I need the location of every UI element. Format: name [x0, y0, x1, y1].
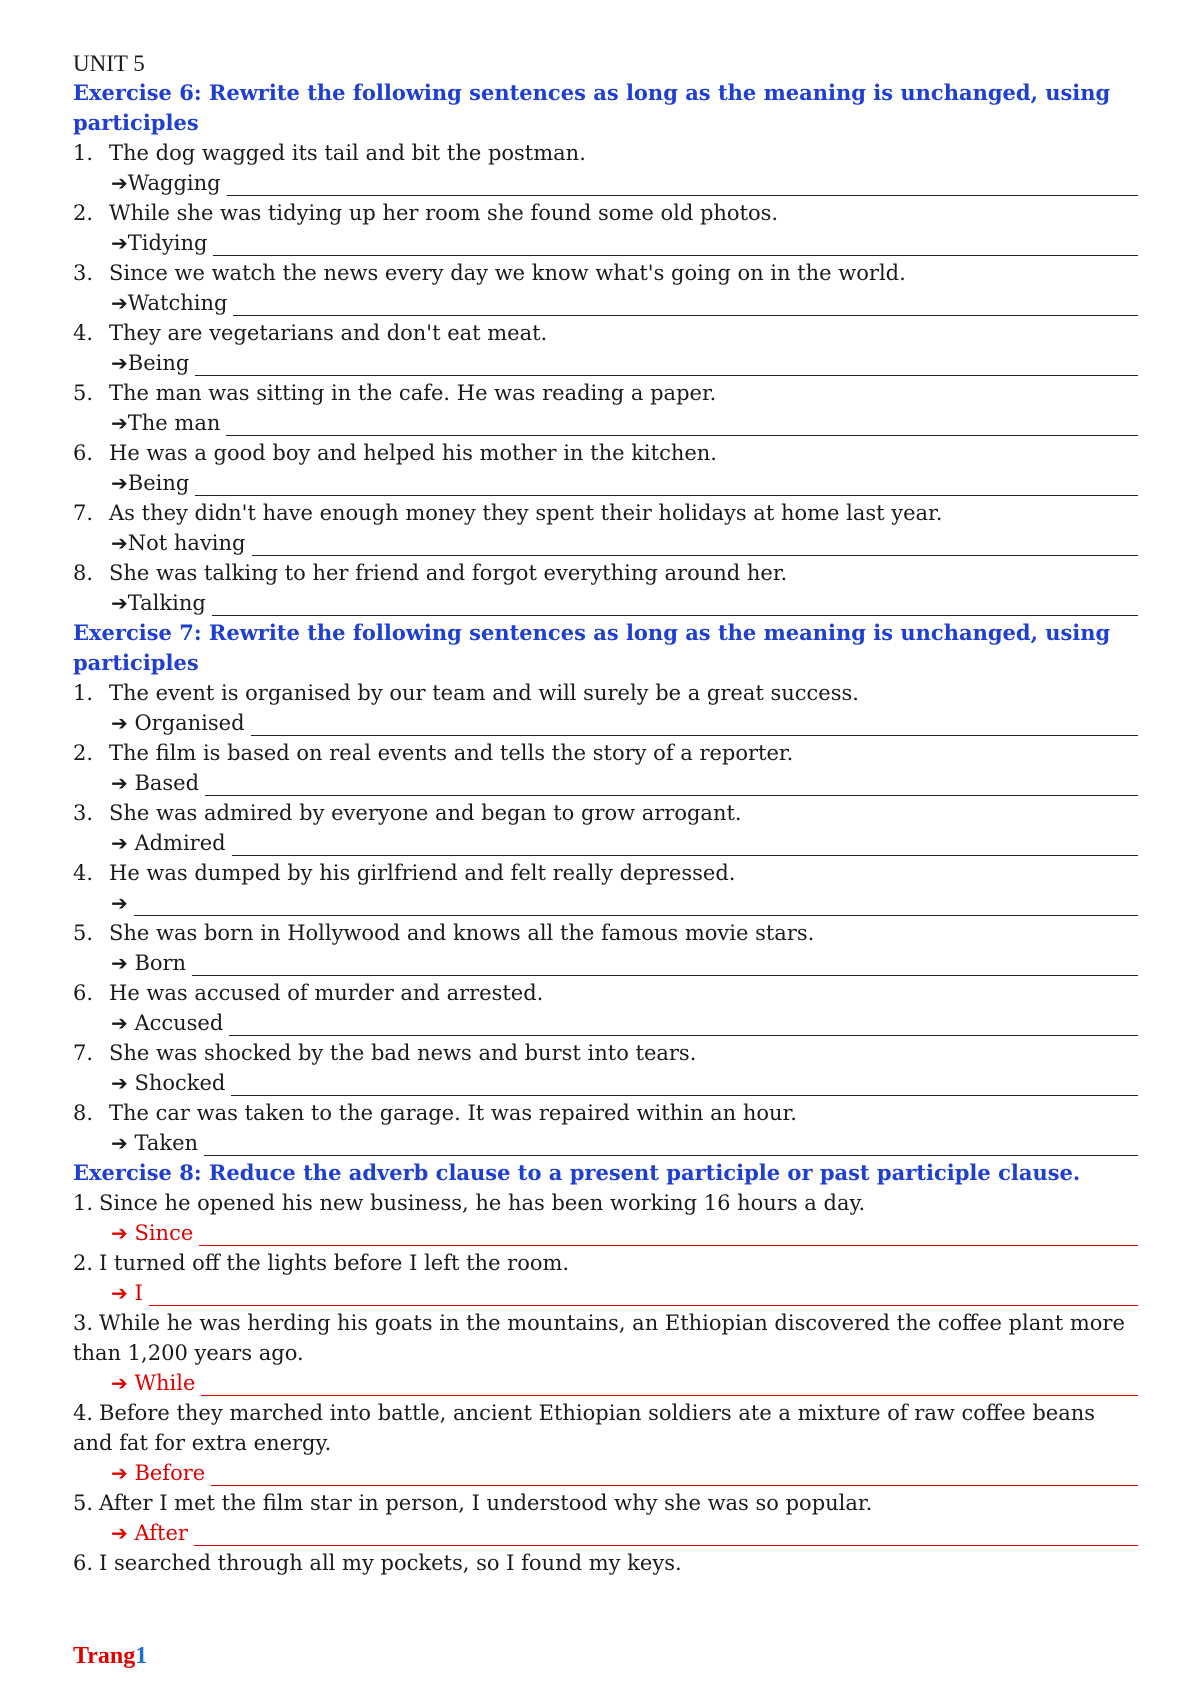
question-number: 4. [73, 321, 94, 345]
arrow-right-icon: ➔ [111, 1221, 128, 1245]
question-number: 3. [73, 801, 94, 825]
exercise-heading: Exercise 7: Rewrite the following sentences as long as the meaning is unchanged, using participles [73, 620, 1111, 675]
answer-line[interactable] [73, 468, 1138, 498]
unit-title: UNIT 5 [73, 51, 145, 76]
answer-prefix: Tidying [127, 231, 208, 255]
answer-line[interactable] [73, 1068, 1138, 1098]
question-item [73, 798, 1133, 828]
arrow-right-icon: ➔ [111, 471, 128, 495]
arrow-right-icon: ➔ [111, 1371, 128, 1395]
question-number: 8. [73, 1101, 94, 1125]
answer-blank[interactable] [201, 1373, 1138, 1396]
question-number: 7. [73, 501, 94, 525]
arrow-right-icon: ➔ [111, 411, 128, 435]
question-number: 2. [73, 201, 94, 225]
question-text: Before they marched into battle, ancient Ethiopian soldiers ate a mixture of raw coffee beans and fat for extra energy. [73, 1401, 1096, 1455]
answer-line[interactable] [73, 888, 1138, 918]
question-text: He was dumped by his girlfriend and felt really depressed. [109, 861, 736, 885]
answer-line[interactable] [73, 828, 1138, 858]
question-text: The film is based on real events and tells the story of a reporter. [109, 741, 794, 765]
question-text: The dog wagged its tail and bit the postman. [109, 141, 586, 165]
arrow-right-icon: ➔ [111, 1071, 128, 1095]
answer-line[interactable] [73, 1458, 1138, 1488]
answer-line[interactable] [73, 1218, 1138, 1248]
answer-prefix: Before [127, 1461, 206, 1485]
answer-blank[interactable] [134, 893, 1138, 916]
answer-prefix: While [127, 1371, 196, 1395]
answer-blank[interactable] [205, 773, 1138, 796]
arrow-right-icon: ➔ [111, 951, 128, 975]
answer-line[interactable] [73, 948, 1138, 978]
question-item [73, 858, 1133, 888]
answer-prefix: I [127, 1281, 143, 1305]
answer-blank[interactable] [195, 473, 1138, 496]
arrow-right-icon: ➔ [111, 831, 128, 855]
footer-label: Trang [73, 1643, 136, 1669]
answer-prefix: The man [127, 411, 221, 435]
answer-blank[interactable] [199, 1223, 1138, 1246]
question-text: While he was herding his goats in the mountains, an Ethiopian discovered the coffee plant more than 1,200 years ago. [73, 1311, 1125, 1365]
question-text: While she was tidying up her room she found some old photos. [109, 201, 779, 225]
answer-prefix: Organised [127, 711, 245, 735]
question-text: She was talking to her friend and forgot everything around her. [109, 561, 788, 585]
question-text: The event is organised by our team and will surely be a great success. [109, 681, 859, 705]
answer-prefix: Wagging [127, 171, 221, 195]
question-item [73, 1488, 1133, 1518]
answer-prefix: Being [127, 351, 190, 375]
question-number: 5. [73, 381, 94, 405]
arrow-right-icon: ➔ [111, 591, 128, 615]
answer-blank[interactable] [211, 1463, 1138, 1486]
question-text: Since he opened his new business, he has been working 16 hours a day. [99, 1191, 866, 1215]
answer-line[interactable] [73, 1518, 1138, 1548]
question-number: 1. [73, 681, 94, 705]
answer-prefix: Born [127, 951, 187, 975]
answer-blank[interactable] [227, 173, 1138, 196]
arrow-right-icon: ➔ [111, 771, 128, 795]
question-item [73, 1548, 1133, 1578]
answer-blank[interactable] [231, 1073, 1138, 1096]
question-item [73, 738, 1133, 768]
question-text: I turned off the lights before I left the room. [99, 1251, 570, 1275]
question-text: Since we watch the news every day we know what's going on in the world. [109, 261, 906, 285]
question-text: She was shocked by the bad news and burst into tears. [109, 1041, 697, 1065]
question-item [73, 1188, 1133, 1218]
question-item [73, 1308, 1133, 1368]
arrow-right-icon: ➔ [111, 291, 128, 315]
answer-prefix: Watching [127, 291, 228, 315]
answer-line[interactable] [73, 1008, 1138, 1038]
question-text: He was accused of murder and arrested. [109, 981, 544, 1005]
arrow-right-icon: ➔ [111, 231, 128, 255]
question-number: 8. [73, 561, 94, 585]
answer-prefix: Accused [127, 1011, 224, 1035]
question-item [73, 198, 1133, 228]
answer-blank[interactable] [226, 413, 1138, 436]
arrow-right-icon: ➔ [111, 171, 128, 195]
question-item [73, 678, 1133, 708]
question-item [73, 1038, 1133, 1068]
answer-prefix: Taken [127, 1131, 199, 1155]
exercise-heading: Exercise 6: Rewrite the following sentences as long as the meaning is unchanged, using participles [73, 80, 1111, 135]
answer-blank[interactable] [149, 1283, 1138, 1306]
question-item [73, 378, 1133, 408]
question-item [73, 498, 1133, 528]
question-number: 1. [73, 1191, 94, 1215]
question-item [73, 1098, 1133, 1128]
answer-blank[interactable] [194, 1523, 1138, 1546]
question-number: 2. [73, 741, 94, 765]
question-item [73, 138, 1133, 168]
question-item [73, 318, 1133, 348]
question-item [73, 1398, 1133, 1458]
answer-blank[interactable] [229, 1013, 1138, 1036]
question-number: 1. [73, 141, 94, 165]
answer-line[interactable] [73, 588, 1138, 618]
question-item [73, 258, 1133, 288]
question-number: 5. [73, 921, 94, 945]
question-item [73, 1248, 1133, 1278]
question-item [73, 978, 1133, 1008]
question-number: 6. [73, 1551, 94, 1575]
question-text: They are vegetarians and don't eat meat. [109, 321, 548, 345]
worksheet-content [73, 50, 1133, 1578]
question-item [73, 558, 1133, 588]
answer-prefix: After [127, 1521, 188, 1545]
exercise-heading: Exercise 8: Reduce the adverb clause to a present participle or past participle clause. [73, 1160, 1081, 1185]
answer-blank[interactable] [232, 833, 1138, 856]
arrow-right-icon: ➔ [111, 1461, 128, 1485]
answer-prefix: Admired [127, 831, 226, 855]
answer-line[interactable] [73, 708, 1138, 738]
question-text: I searched through all my pockets, so I found my keys. [99, 1551, 682, 1575]
answer-blank[interactable] [192, 953, 1138, 976]
arrow-right-icon: ➔ [111, 531, 128, 555]
answer-blank[interactable] [252, 533, 1139, 556]
answer-prefix: Since [127, 1221, 194, 1245]
arrow-right-icon: ➔ [111, 891, 128, 915]
question-item [73, 438, 1133, 468]
question-number: 6. [73, 441, 94, 465]
answer-blank[interactable] [233, 293, 1138, 316]
question-text: After I met the film star in person, I understood why she was so popular. [99, 1491, 873, 1515]
question-number: 5. [73, 1491, 94, 1515]
answer-blank[interactable] [195, 353, 1138, 376]
question-item [73, 918, 1133, 948]
question-number: 6. [73, 981, 94, 1005]
answer-line[interactable] [73, 288, 1138, 318]
answer-blank[interactable] [212, 593, 1138, 616]
answer-line[interactable] [73, 348, 1138, 378]
answer-prefix: Shocked [127, 1071, 226, 1095]
answer-line[interactable] [73, 528, 1138, 558]
question-number: 4. [73, 861, 94, 885]
answer-line[interactable] [73, 168, 1138, 198]
answer-prefix: Based [127, 771, 200, 795]
question-number: 7. [73, 1041, 94, 1065]
answer-prefix: Being [127, 471, 190, 495]
answer-blank[interactable] [251, 713, 1138, 736]
answer-prefix: Talking [127, 591, 206, 615]
arrow-right-icon: ➔ [111, 351, 128, 375]
question-text: The car was taken to the garage. It was repaired within an hour. [109, 1101, 797, 1125]
answer-prefix: Not having [127, 531, 246, 555]
page-number: 1 [135, 1643, 148, 1669]
question-text: She was born in Hollywood and knows all the famous movie stars. [109, 921, 815, 945]
answer-blank[interactable] [204, 1133, 1138, 1156]
arrow-right-icon: ➔ [111, 711, 128, 735]
question-number: 2. [73, 1251, 94, 1275]
question-text: As they didn't have enough money they spent their holidays at home last year. [109, 501, 943, 525]
answer-line[interactable] [73, 1368, 1138, 1398]
page-footer [73, 1643, 147, 1670]
answer-line[interactable] [73, 408, 1138, 438]
answer-line[interactable] [73, 1278, 1138, 1308]
answer-line[interactable] [73, 228, 1138, 258]
question-number: 3. [73, 261, 94, 285]
answer-line[interactable] [73, 1128, 1138, 1158]
arrow-right-icon: ➔ [111, 1281, 128, 1305]
question-text: He was a good boy and helped his mother in the kitchen. [109, 441, 717, 465]
question-text: The man was sitting in the cafe. He was reading a paper. [109, 381, 717, 405]
arrow-right-icon: ➔ [111, 1011, 128, 1035]
arrow-right-icon: ➔ [111, 1521, 128, 1545]
question-number: 3. [73, 1311, 94, 1335]
answer-line[interactable] [73, 768, 1138, 798]
question-number: 4. [73, 1401, 94, 1425]
answer-blank[interactable] [213, 233, 1138, 256]
question-text: She was admired by everyone and began to grow arrogant. [109, 801, 742, 825]
arrow-right-icon: ➔ [111, 1131, 128, 1155]
